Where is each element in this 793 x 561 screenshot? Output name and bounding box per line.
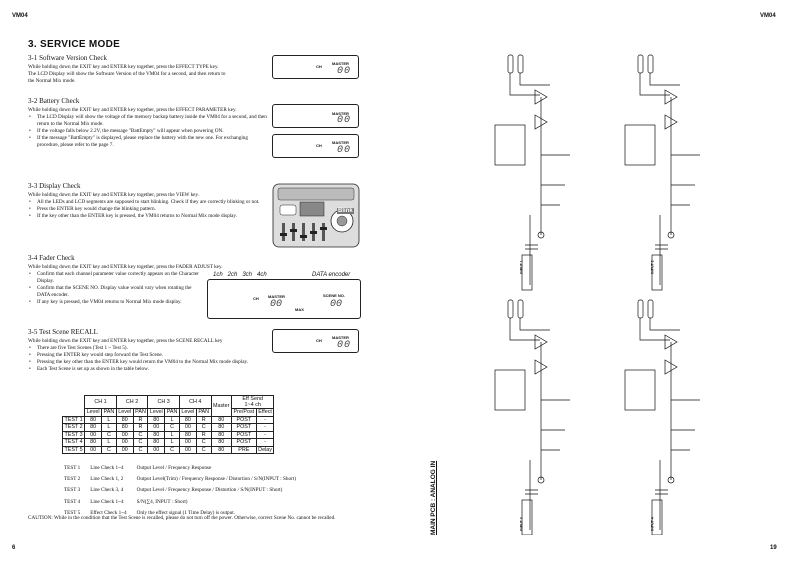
list-item: • There are five Test Scenes (Test 1 ~ Test 5). xyxy=(28,345,268,352)
test-scene-table xyxy=(62,395,274,454)
schematic-line xyxy=(541,342,570,480)
table-row xyxy=(63,416,274,424)
section-software-check xyxy=(28,55,268,85)
mixer-panel-illustration xyxy=(272,183,360,248)
analog-in-schematic xyxy=(470,45,770,535)
table-cell: 80 xyxy=(85,424,102,432)
schematic-line xyxy=(655,460,668,530)
schematic-line xyxy=(518,300,523,318)
fader-channel-labels: 1ch 2ch 3ch 4ch xyxy=(213,272,267,278)
table-cell: C xyxy=(196,424,211,432)
table-cell: TEST 4 xyxy=(64,439,83,446)
schematic-line xyxy=(640,73,680,95)
table-cell: 80 xyxy=(148,431,165,439)
test-cell: Line Check 1~4 xyxy=(90,498,124,505)
section-intro: While holding down the EXIT key and ENTER key together, press the SCENE RECALL key xyxy=(28,338,223,344)
table-header: Pre/Post xyxy=(233,409,255,416)
schematic-line xyxy=(510,318,550,340)
schematic-line xyxy=(671,97,700,235)
test-cell: TEST 4 xyxy=(64,498,81,505)
table-cell: R xyxy=(196,431,211,439)
table-header: PAN xyxy=(103,409,115,416)
data-encoder-label: DATA encoder xyxy=(312,272,351,278)
lcd-digits: 00 xyxy=(337,66,352,77)
test-cell: Line Check 1, 2 xyxy=(90,476,124,483)
table-header: Level xyxy=(149,409,163,416)
schematic-line xyxy=(495,370,525,410)
schematic-line xyxy=(638,55,643,73)
table-cell: 00 xyxy=(148,446,165,454)
test-cell: TEST 3 xyxy=(64,487,81,494)
table-cell: L xyxy=(102,416,117,424)
table-cell: 80 xyxy=(211,431,231,439)
schematic-line xyxy=(518,55,523,73)
schematic-line xyxy=(648,300,653,318)
table-cell: TEST 3 xyxy=(64,431,83,438)
table-cell: POST xyxy=(231,416,256,424)
lcd-digits: 00 xyxy=(330,299,343,310)
table-cell: R xyxy=(133,424,148,432)
test-row xyxy=(64,486,304,495)
table-cell: C xyxy=(196,446,211,454)
table-cell: 80 xyxy=(116,416,133,424)
table-cell: C xyxy=(133,431,148,439)
list-item: • Pressing the ENTER key would step forward the Test Scene. xyxy=(28,352,268,359)
section-heading: 3-1 Software Version Check xyxy=(28,54,107,62)
table-header-row xyxy=(63,396,274,409)
schematic-line xyxy=(541,97,570,235)
lcd-display xyxy=(272,55,359,79)
lcd-master-label: MASTER xyxy=(332,335,349,340)
table-cell: 80 xyxy=(211,439,231,447)
lcd-digits: 00 xyxy=(337,145,352,156)
table-cell: POST xyxy=(231,439,256,447)
fader-lcd-display xyxy=(207,279,361,319)
table-cell: 80 xyxy=(85,439,102,447)
table-cell: 00 xyxy=(116,439,133,447)
page-number-right: 19 xyxy=(770,545,777,551)
lcd-scene-label: SCENE NO. xyxy=(323,293,346,298)
schematic-input-label: INPUT 1 xyxy=(519,260,524,274)
section-line: the Normal Mix mode. xyxy=(28,78,76,84)
section-heading: 3-4 Fader Check xyxy=(28,254,75,262)
table-cell: 00 xyxy=(85,446,102,454)
schematic-line xyxy=(495,125,525,165)
schematic-line xyxy=(648,55,653,73)
header-left: VM04 xyxy=(12,13,28,19)
lcd-digits: 00 xyxy=(337,115,352,126)
table-header: PAN xyxy=(135,409,146,416)
table-cell: POST xyxy=(231,431,256,439)
table-cell: C xyxy=(102,446,117,454)
table-cell: - xyxy=(256,424,274,432)
list-item: • If the voltage falls below 2.2V, the message "BattEmpty" will appear when powering ON. xyxy=(28,128,268,135)
list-item: • Press the ENTER key would change the blinking pattern. xyxy=(28,206,268,213)
test-cell: Line Check 3, 4 xyxy=(90,487,124,494)
lcd-master-label: MASTER xyxy=(332,140,349,145)
table-cell: C xyxy=(133,446,148,454)
table-cell: - xyxy=(256,416,274,424)
table-row xyxy=(63,446,274,454)
test-row xyxy=(64,464,304,473)
table-cell: 80 xyxy=(85,416,102,424)
table-cell: L xyxy=(165,416,180,424)
table-cell: L xyxy=(102,439,117,447)
table-header-row xyxy=(63,409,274,417)
test-row xyxy=(64,475,304,484)
test-cell: TEST 1 xyxy=(64,465,81,471)
schematic-input-label: INPUT 2 xyxy=(650,260,655,274)
schematic-input-label: INPUT 4 xyxy=(650,517,655,531)
section-battery-check xyxy=(28,98,268,149)
schematic-line xyxy=(625,125,655,165)
table-header: Effect xyxy=(256,409,274,417)
section-heading: 3-5 Test Scene RECALL xyxy=(28,328,98,336)
table-cell: L xyxy=(165,439,180,447)
table-cell: 80 xyxy=(179,416,196,424)
schematic-line xyxy=(640,318,680,340)
lcd-master-label: MASTER xyxy=(332,61,349,66)
table-cell: Delay xyxy=(258,446,272,453)
list-item: • If any key is pressed, the VM04 returns to Normal Mix mode display. xyxy=(28,299,203,306)
table-cell: 00 xyxy=(148,424,165,432)
table-cell: - xyxy=(256,439,274,447)
table-cell: - xyxy=(256,431,274,439)
lcd-digits: 00 xyxy=(337,340,352,351)
test-cell: Line Check 1~4 xyxy=(90,465,124,471)
table-cell: 80 xyxy=(211,424,231,432)
lcd-master-label: MASTER xyxy=(332,111,349,116)
caution-note: CAUTION: While in the condition that the Test Scene is recalled, please do not turn off the power. Otherwise, correct Scene No. cannot be recalled. xyxy=(28,515,336,521)
test-description-list xyxy=(62,462,306,520)
list-item: • The LCD Display will show the voltage of the memory backup battery inside the VM04 for a second, and then return to the Normal Mix mode. xyxy=(28,114,268,128)
table-cell: 00 xyxy=(179,439,196,447)
lcd-display xyxy=(272,104,359,128)
table-header: CH 4 xyxy=(179,396,211,409)
test-cell: Only the effect signal (1 Time Delay) is output. xyxy=(136,509,235,516)
schematic-input-label: INPUT 3 xyxy=(519,517,524,531)
table-cell: TEST 5 xyxy=(64,446,83,453)
table-header: CH 3 xyxy=(148,396,180,409)
schematic-line xyxy=(638,300,643,318)
section-line: The LCD Display will show the Software Version of the VM04 for a second, and then return to xyxy=(28,71,226,77)
page-number-left: 6 xyxy=(12,545,16,551)
table-cell: 80 xyxy=(211,446,231,454)
table-cell: 00 xyxy=(179,424,196,432)
test-cell: Output Level / Frequency Response xyxy=(136,465,212,471)
table-cell: 00 xyxy=(116,446,133,454)
table-cell: C xyxy=(196,439,211,447)
test-cell: Output Level / Frequency Response / Distortion / S/N(INPUT : Short) xyxy=(136,487,283,494)
test-cell: TEST 2 xyxy=(64,476,81,483)
table-header-eff-sub: 1~4 ch xyxy=(244,402,261,408)
lcd-ch-label: CH xyxy=(316,64,322,69)
table-cell: C xyxy=(102,431,117,439)
table-cell: R xyxy=(133,416,148,424)
schematic-line xyxy=(525,215,538,285)
table-header: PAN xyxy=(166,409,178,416)
table-row xyxy=(63,424,274,432)
section-display-check xyxy=(28,183,268,220)
lcd-display xyxy=(272,134,359,158)
schematic-line xyxy=(625,370,655,410)
table-header xyxy=(231,396,273,409)
table-cell: L xyxy=(165,431,180,439)
table-header: PAN xyxy=(198,409,209,416)
table-cell: 80 xyxy=(211,416,231,424)
section-test-scene xyxy=(28,329,268,373)
list-item: • If the key other than the ENTER key is pressed, the VM04 returns to Normal Mix mode display. xyxy=(28,213,268,220)
table-header: Level xyxy=(181,409,195,416)
table-row xyxy=(63,431,274,439)
section-heading: 3-2 Battery Check xyxy=(28,97,80,105)
table-cell: 00 xyxy=(179,446,196,454)
table-cell: TEST 1 xyxy=(64,416,83,423)
section-intro: While holding down the EXIT key and ENTER key together, press the VIEW key. xyxy=(28,192,200,198)
table-header-eff: Eff Send xyxy=(242,396,264,402)
schematic-line xyxy=(508,300,513,318)
list-item: • Each Test Scene is set up as shown in the table below. xyxy=(28,366,268,373)
list-item: • Confirm that the SCENE NO. Display value would vary when rotating the DATA encoder. xyxy=(28,285,203,299)
page-title: 3. SERVICE MODE xyxy=(28,39,121,50)
test-cell: TEST 5 xyxy=(64,509,81,516)
table-header: CH 2 xyxy=(116,396,148,409)
table-header: CH 1 xyxy=(85,396,117,409)
section-line: While holding down the EXIT key and ENTER key together, press the EFFECT TYPE key. xyxy=(28,64,219,70)
schematic-line xyxy=(655,215,668,285)
lcd-master-label: MASTER xyxy=(268,294,285,299)
blink-label: Blink xyxy=(338,208,353,214)
lcd-ch-label: CH xyxy=(253,296,259,301)
table-cell: C xyxy=(165,424,180,432)
section-heading: 3-3 Display Check xyxy=(28,182,81,190)
schematic-line xyxy=(508,55,513,73)
schematic-line xyxy=(525,460,538,530)
table-header: Level xyxy=(86,409,100,416)
table-cell: 80 xyxy=(116,424,133,432)
table-cell: POST xyxy=(231,424,256,432)
table-cell: 00 xyxy=(85,431,102,439)
table-cell: 80 xyxy=(148,439,165,447)
lcd-display xyxy=(272,329,359,353)
test-cell: Output Level(Trim) / Frequency Response / Distortion / S/N(INPUT : Short) xyxy=(136,476,296,483)
table-header: Level xyxy=(118,409,132,416)
table-cell: C xyxy=(133,439,148,447)
list-item: • Pressing the key other than the ENTER key would return the VM04 to the Normal Mix mode display. xyxy=(28,359,268,366)
list-item: • All the LEDs and LCD segments are supposed to start blinking. Check if they are correctly blinking or not. xyxy=(28,199,268,206)
section-intro: While holding down the EXIT key and ENTER key together, press the FADER ADJUST key. xyxy=(28,264,223,270)
table-header: Master xyxy=(211,396,231,417)
test-cell: Effect Check 1~4 xyxy=(90,509,127,516)
schematic-line xyxy=(671,342,700,480)
lcd-ch-label: CH xyxy=(316,143,322,148)
table-cell: 80 xyxy=(179,431,196,439)
schematic-title: MAIN PCB : ANALOG IN xyxy=(430,460,437,535)
section-intro: While holding down the EXIT key and ENTER key together, press the EFFECT PARAMETER key. xyxy=(28,107,237,113)
table-cell: PRE xyxy=(231,446,256,454)
list-item: • Confirm that each channel parameter value correctly appears on the Character Display. xyxy=(28,271,203,285)
lcd-ch-label: CH xyxy=(316,338,322,343)
table-cell: TEST 2 xyxy=(64,424,83,431)
lcd-digits: 00 xyxy=(270,299,283,310)
table-cell: C xyxy=(165,446,180,454)
table-cell: R xyxy=(196,416,211,424)
test-row xyxy=(64,498,304,507)
table-cell: L xyxy=(102,424,117,432)
lcd-max-label: MAX xyxy=(295,307,304,312)
test-cell: S/N(∑4, INPUT : Short) xyxy=(136,498,188,505)
schematic-line xyxy=(510,73,550,95)
table-cell: 80 xyxy=(148,416,165,424)
list-item: • If the message "BattEmpty" is displayed, please replace the battery with the new one. For exchanging procedure, please refer to the page 7. xyxy=(28,135,268,149)
header-right: VM04 xyxy=(760,13,776,19)
table-row xyxy=(63,439,274,447)
table-cell: 00 xyxy=(116,431,133,439)
